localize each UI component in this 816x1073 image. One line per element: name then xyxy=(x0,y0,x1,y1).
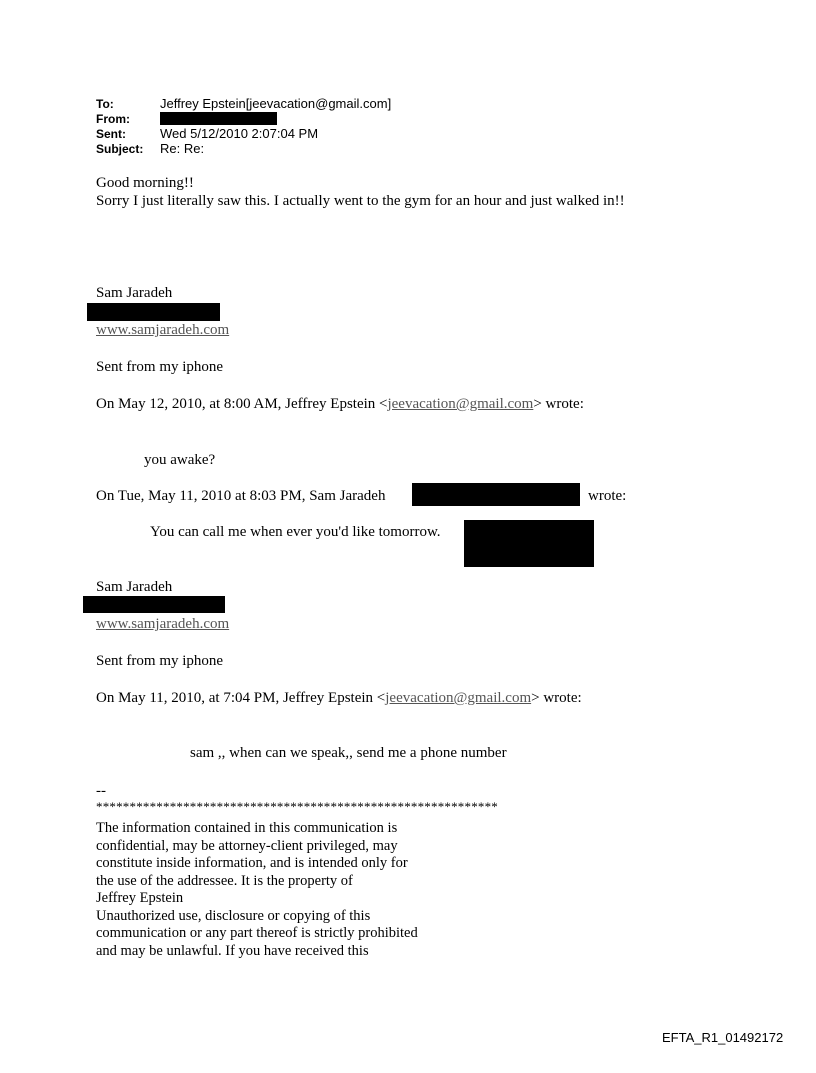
quote-intro-prefix: On May 12, 2010, at 8:00 AM, Jeffrey Epstein < xyxy=(96,396,388,412)
document-id: EFTA_R1_01492172 xyxy=(662,1030,784,1045)
signature-website-link[interactable]: www.samjaradeh.com xyxy=(96,616,230,632)
redaction-signature-contact xyxy=(83,596,225,613)
signature-name: Sam Jaradeh xyxy=(96,285,173,301)
sent-from-iphone: Sent from my iphone xyxy=(96,653,224,669)
quoted-message: you awake? xyxy=(144,452,216,468)
quote-intro-prefix: On Tue, May 11, 2010 at 8:03 PM, Sam Jaradeh xyxy=(96,488,386,504)
subject-value: Re: Re: xyxy=(160,141,205,156)
disclaimer-line: The information contained in this communication is xyxy=(96,820,398,836)
email-link[interactable]: jeevacation@gmail.com xyxy=(385,690,532,706)
quote-intro-suffix: > wrote: xyxy=(531,690,582,706)
message-greeting: Good morning!! xyxy=(96,175,194,191)
quoted-message: You can call me when ever you'd like tomorrow. xyxy=(150,524,441,540)
redaction-signature-contact xyxy=(87,303,220,321)
quote-intro xyxy=(96,396,584,413)
disclaimer-line: confidential, may be attorney-client privileged, may xyxy=(96,837,398,854)
disclaimer-line: constitute inside information, and is intended only for xyxy=(96,855,408,871)
subject-label: Subject: xyxy=(96,142,144,156)
disclaimer-line: and may be unlawful. If you have received this xyxy=(96,942,369,959)
to-label: To: xyxy=(96,97,114,111)
quote-intro-prefix: On May 11, 2010, at 7:04 PM, Jeffrey Epstein < xyxy=(96,690,386,706)
disclaimer-line: Unauthorized use, disclosure or copying of this xyxy=(96,907,371,924)
sent-from-iphone: Sent from my iphone xyxy=(96,359,224,375)
message-line: Sorry I just literally saw this. I actually went to the gym for an hour and just walked in!! xyxy=(96,193,625,209)
signature-name: Sam Jaradeh xyxy=(96,579,173,595)
footer-dashes: -- xyxy=(96,783,106,799)
quote-intro-suffix: wrote: xyxy=(588,488,627,504)
to-value: Jeffrey Epstein[jeevacation@gmail.com] xyxy=(160,96,392,111)
quote-intro-suffix: > wrote: xyxy=(533,396,584,412)
email-link[interactable]: jeevacation@gmail.com xyxy=(387,396,534,412)
disclaimer-block xyxy=(96,820,418,960)
disclaimer-line: communication or any part thereof is strictly prohibited xyxy=(96,925,418,941)
footer-stars: ************************************************************ xyxy=(96,799,498,814)
disclaimer-line: the use of the addressee. It is the property of xyxy=(96,872,353,889)
quote-intro xyxy=(96,690,582,707)
signature-website-link[interactable]: www.samjaradeh.com xyxy=(96,322,230,338)
redaction-email xyxy=(412,483,580,506)
sent-label: Sent: xyxy=(96,127,126,141)
redaction-from xyxy=(160,112,277,125)
disclaimer-line: Jeffrey Epstein xyxy=(96,890,184,906)
from-label: From: xyxy=(96,112,130,126)
sent-value: Wed 5/12/2010 2:07:04 PM xyxy=(160,126,319,141)
quoted-message: sam ,, when can we speak,, send me a phone number xyxy=(190,745,507,761)
redaction-phone xyxy=(464,520,594,567)
